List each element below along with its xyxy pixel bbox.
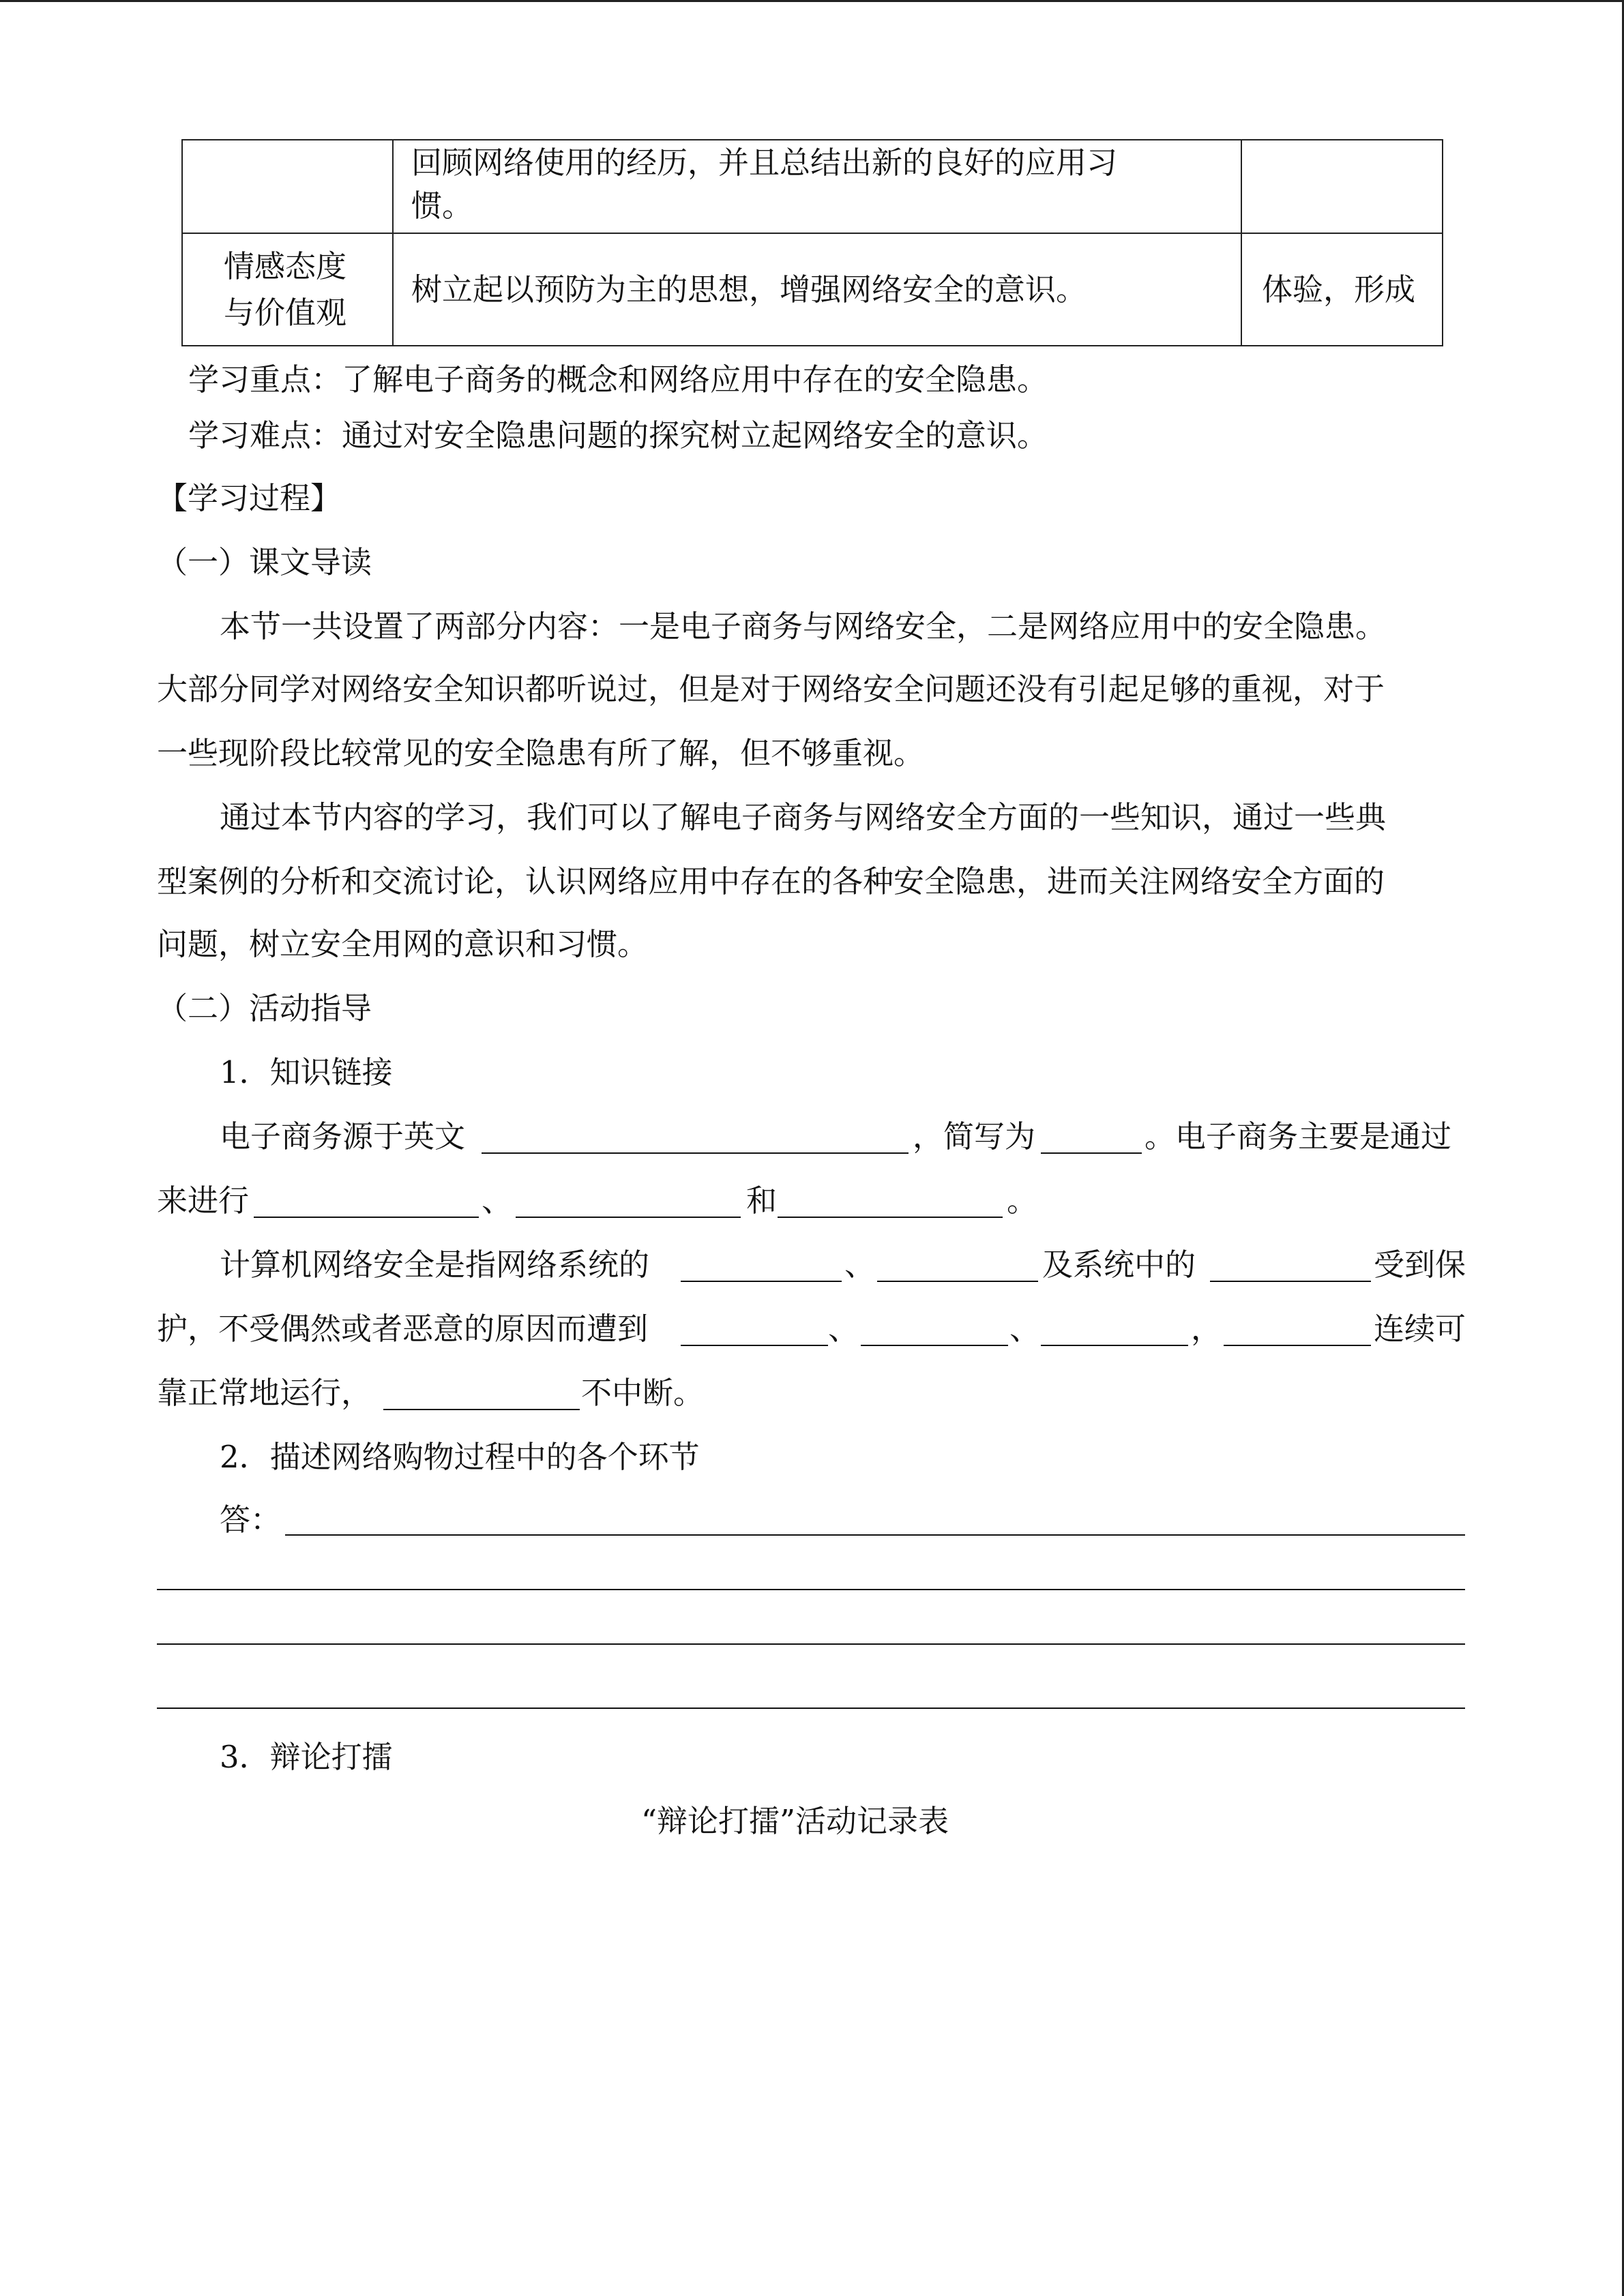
fill-text: 及系统中的 [1042,1247,1196,1283]
table-cell-content: 树立起以预防为主的思想，增强网络安全的意识。 [411,271,1087,308]
table-cell-label: 与价值观 [224,295,347,331]
table-cell-method: 体验，形成 [1262,271,1416,308]
fill-text: 电子商务源于英文 [220,1118,466,1154]
item-title: 2．描述网络购物过程中的各个环节 [220,1439,700,1475]
table-cell-label: 情感态度 [224,248,347,284]
fill-text: 。 [1007,1182,1038,1219]
fill-text: 护，不受偶然或者恶意的原因而遭到 [157,1311,649,1347]
fill-text: 计算机网络安全是指网络系统的 [220,1247,650,1283]
blank-ecommerce-3[interactable] [778,1217,1003,1218]
paragraph-line: 大部分同学对网络安全知识都听说过，但是对于网络安全问题还没有引起足够的重视，对于 [157,671,1385,707]
item-title: 1．知识链接 [220,1054,393,1090]
blank-security-1[interactable] [681,1281,842,1282]
process-heading: 【学习过程】 [157,480,342,516]
paragraph-line: 一些现阶段比较常见的安全隐患有所了解，但不够重视。 [157,735,925,771]
answer-label: 答： [220,1502,282,1538]
fill-text: 。电子商务主要是通过 [1145,1118,1452,1154]
section-heading: （一）课文导读 [157,544,372,580]
paragraph-line: 通过本节内容的学习，我们可以了解电子商务与网络安全方面的一些知识，通过一些典 [220,799,1387,835]
learning-focus: 学习重点：了解电子商务的概念和网络应用中存在的安全隐患。 [188,361,1048,398]
paragraph-line: 本节一共设置了两部分内容：一是电子商务与网络安全，二是网络应用中的安全隐患。 [220,608,1387,644]
fill-text: 、 [1009,1311,1041,1347]
fill-text: 来进行 [157,1182,250,1219]
fill-text: ，简写为 [913,1118,1036,1154]
fill-text: 受到保 [1374,1247,1466,1283]
fill-text: 连续可 [1374,1311,1466,1347]
fill-text: 、 [844,1247,876,1283]
fill-text: 不中断。 [581,1375,705,1411]
blank-threat-3[interactable] [1041,1345,1188,1346]
fill-text: ， [1191,1311,1222,1347]
blank-ecommerce-1[interactable] [254,1217,479,1218]
fill-text: 、 [482,1182,513,1219]
objectives-table [181,139,1443,346]
blank-english-name[interactable] [482,1152,909,1154]
learning-difficulty: 学习难点：通过对安全隐患问题的探究树立起网络安全的意识。 [188,417,1048,453]
table-divider [183,233,1442,234]
blank-abbreviation[interactable] [1041,1152,1142,1154]
table-cell-content: 惯。 [411,188,473,224]
blank-threat-1[interactable] [681,1345,828,1346]
page-border-top [0,0,1624,2]
paragraph-line: 问题，树立安全用网的意识和习惯。 [157,926,649,962]
blank-threat-2[interactable] [861,1345,1008,1346]
blank-service[interactable] [383,1409,580,1410]
section-heading: （二）活动指导 [157,990,372,1026]
item-title: 3．辩论打擂 [220,1739,393,1775]
blank-threat-4[interactable] [1224,1345,1371,1346]
table-cell-content: 回顾网络使用的经历，并且总结出新的良好的应用习 [411,145,1118,181]
answer-line[interactable] [285,1534,1465,1536]
blank-security-3[interactable] [1210,1281,1371,1282]
fill-text: 和 [746,1182,778,1219]
fill-text: 、 [828,1311,859,1347]
answer-line[interactable] [157,1589,1465,1590]
table-caption: “辩论打擂”活动记录表 [641,1803,949,1839]
fill-text: 靠正常地运行， [157,1375,372,1411]
table-divider [392,140,394,345]
blank-ecommerce-2[interactable] [516,1217,741,1218]
blank-security-2[interactable] [877,1281,1038,1282]
table-divider [1241,140,1242,345]
paragraph-line: 型案例的分析和交流讨论，认识网络应用中存在的各种安全隐患，进而关注网络安全方面的 [157,863,1385,899]
answer-line[interactable] [157,1643,1465,1645]
answer-line[interactable] [157,1708,1465,1709]
